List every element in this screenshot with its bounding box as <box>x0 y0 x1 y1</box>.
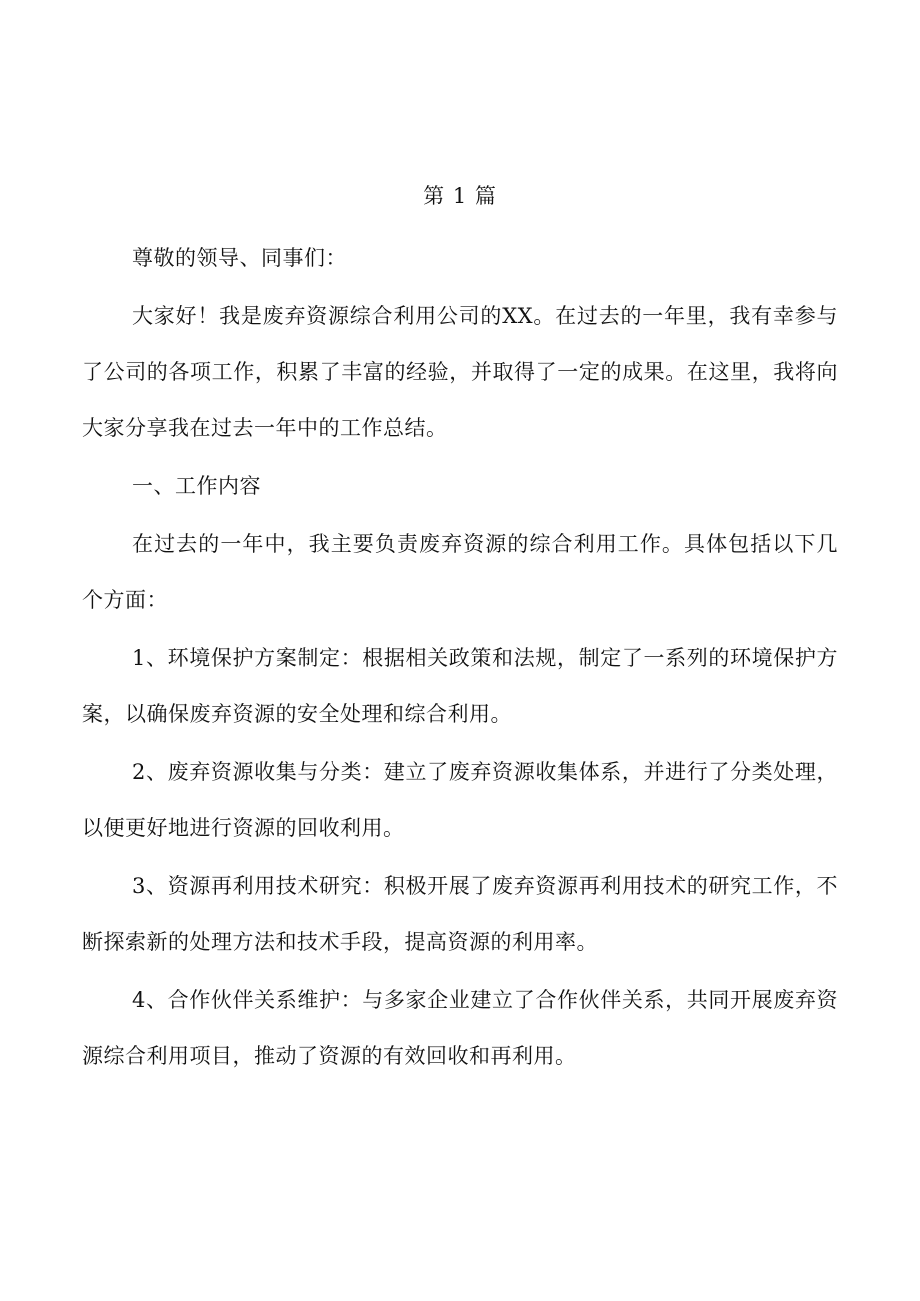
salutation: 尊敬的领导、同事们： <box>132 246 347 270</box>
document-body <box>82 172 838 1086</box>
intro-paragraph: 大家好！我是废弃资源综合利用公司的XX。在过去的一年里，我有幸参与了公司的各项工作，积累了丰富的经验，并取得了一定的成果。在这里，我将向大家分享我在过去一年中的工作总结。 <box>82 304 838 440</box>
document-title: 第 1 篇 <box>423 184 497 208</box>
section-heading-work-content: 一、工作内容 <box>132 474 261 498</box>
list-item-collection-sorting: 2、废弃资源收集与分类：建立了废弃资源收集体系，并进行了分类处理，以便更好地进行资源的回收利用。 <box>82 760 838 840</box>
list-item-partnerships: 4、合作伙伴关系维护：与多家企业建立了合作伙伴关系，共同开展废弃资源综合利用项目，推动了资源的有效回收和再利用。 <box>82 988 838 1068</box>
section-intro-paragraph: 在过去的一年中，我主要负责废弃资源的综合利用工作。具体包括以下几个方面： <box>82 532 838 612</box>
list-item-reuse-research: 3、资源再利用技术研究：积极开展了废弃资源再利用技术的研究工作，不断探索新的处理方法和技术手段，提高资源的利用率。 <box>82 874 838 954</box>
list-item-environment-plan: 1、环境保护方案制定：根据相关政策和法规，制定了一系列的环境保护方案，以确保废弃资源的安全处理和综合利用。 <box>82 646 838 726</box>
